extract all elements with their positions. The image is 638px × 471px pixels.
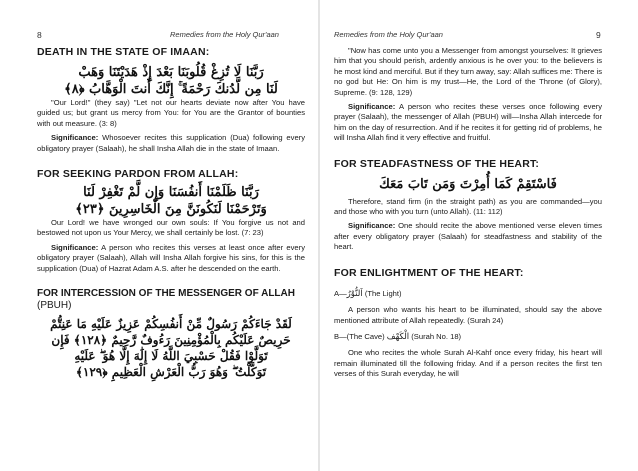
section-heading xyxy=(37,288,305,312)
item-a-title xyxy=(334,289,602,299)
item-b-text: One who recites the whole Surah Al-Kahf once every friday, his heart will remain illuminated till the following friday. And if a person recites the first ten verses of this Surah everyday, he will xyxy=(334,348,602,379)
section-heading: FOR SEEKING PARDON FROM ALLAH: xyxy=(37,168,239,181)
item-a-text: A person who wants his heart to be illuminated, should say the above mentioned attribute of Allah repeatedly. (Surah 24) xyxy=(334,305,602,325)
significance-paragraph xyxy=(37,243,305,274)
running-head: Remedies from the Holy Qur'aan xyxy=(170,30,279,39)
heading-suffix: (PBUH) xyxy=(37,300,72,312)
translation-text: "Our Lord!" (they say) "Let not our hearts deviate now after You have guided us; but grant us mercy from You: for You are the Grantor of bounties with out measure. (3: 8) xyxy=(37,98,305,128)
page-number: 9 xyxy=(596,30,601,40)
translation-text: Therefore, stand firm (in the straight path) as you are commanded—you and those who with you turn (unto Allah). (11: 112) xyxy=(334,196,602,217)
left-content xyxy=(37,46,305,380)
section-heading: FOR ENLIGHTMENT OF THE HEART: xyxy=(334,266,524,279)
left-page xyxy=(0,0,318,471)
arabic-verse: لَنَا مِن لَّدُنكَ رَحْمَةً ۚ إِنَّكَ أَنتَ الْوَهَّابُ ﴿٨﴾ xyxy=(64,82,278,97)
arabic-verse: رَبَّنَا ظَلَمْنَا أَنفُسَنَا وَإِن لَّمْ تَغْفِرْ لَنَا xyxy=(83,185,259,201)
arabic-verse: رَبَّنَا لَا تُزِغْ قُلُوبَنَا بَعْدَ إِذْ هَدَيْتَنَا وَهَبْ xyxy=(78,65,264,80)
section-heading: FOR STEADFASTNESS OF THE HEART: xyxy=(334,157,540,170)
significance-text: A person who recites this verses at least once after every obligatory prayer (Salaah), Allah will Insha Allah forgive his sins, for this is the supplication (Dua) of Hazrat Adam A.S. after he descended on the earth. xyxy=(37,242,305,273)
section-heading: DEATH IN THE STATE OF IMAAN: xyxy=(37,46,210,58)
arabic-verse: تَوَكَّلْتُ ۖ وَهُوَ رَبُّ الْعَرْشِ الْعَظِيمِ ﴿١٢٩﴾ xyxy=(75,365,267,380)
significance-text: A person who recites these verses once following every prayer (Salaah), the messenger of Allah (PBUH) will—Insha Allah intercede for him on the day of resurrection. And if he recites it for getting rid of problems, he will Insha Allah find it very effective and fruitful. xyxy=(334,102,602,143)
significance-text: Whosoever recites this supplication (Dua) following every obligatory prayer (Salaah), he shall Insha Allah die in the state of Imaan. xyxy=(37,133,305,153)
significance-label: Significance: xyxy=(51,242,99,252)
significance-label: Significance: xyxy=(348,102,396,112)
item-prefix: A— xyxy=(334,288,347,298)
translation-text: "Now has come unto you a Messenger from amongst yourselves: It grieves him that you should perish, ardently anxious is he over you: to the believers is he most kind and merciful. But if they turn away, say: Allah suffices me: There is no god but He: On him is my trust—He, the Lord of the Throne (of Glory), Supreme. (9: 128, 129) xyxy=(334,46,602,97)
heading-text: FOR INTERCESSION OF THE MESSENGER OF ALLAH xyxy=(37,288,295,300)
significance-text: One should recite the above mentioned verse eleven times after every obligatory prayer (Salaah) for steadfastness and stability of the heart. xyxy=(334,221,602,252)
arabic-verse: تَوَلَّوْا فَقُلْ حَسْبِيَ اللَّهُ لَا إِلَٰهَ إِلَّا هُوَ ۖ عَلَيْهِ xyxy=(74,349,268,364)
item-label: (The Light) xyxy=(364,288,402,298)
significance-paragraph xyxy=(334,221,602,252)
significance-label: Significance: xyxy=(348,221,396,231)
item-suffix: (Surah No. 18) xyxy=(411,331,462,341)
right-page xyxy=(320,0,638,471)
significance-paragraph xyxy=(37,133,305,154)
translation-text: Our Lord! we have wronged our own souls: If You forgive us not and bestowed not upon us Your Mercy, we shall certainly be lost. (7: 23) xyxy=(37,218,305,238)
item-prefix: B— xyxy=(334,331,347,341)
significance-label: Significance: xyxy=(51,133,99,143)
item-b-title xyxy=(334,332,602,342)
arabic-verse: فَاسْتَقِمْ كَمَا أُمِرْتَ وَمَن تَابَ مَعَكَ xyxy=(379,176,557,192)
right-content xyxy=(334,46,602,380)
arabic-word: الْكَهْف xyxy=(386,331,410,342)
arabic-verse: حَرِيصٌ عَلَيْكُم بِالْمُؤْمِنِينَ رَءُوفٌ رَّحِيمٌ ﴿١٢٨﴾ فَإِن xyxy=(51,333,291,348)
arabic-verse: لَقَدْ جَاءَكُمْ رَسُولٌ مِّنْ أَنفُسِكُمْ عَزِيزٌ عَلَيْهِ مَا عَنِتُّمْ xyxy=(50,317,292,332)
arabic-verse: وَتَرْحَمْنَا لَنَكُونَنَّ مِنَ الْخَاسِرِينَ ﴿٢٣﴾ xyxy=(75,202,267,218)
page-number: 8 xyxy=(37,30,42,40)
significance-paragraph xyxy=(334,102,602,144)
running-head: Remedies from the Holy Qur'aan xyxy=(334,30,443,39)
arabic-word: اَلنُّوْرُ xyxy=(346,288,363,299)
item-label: (The Cave) xyxy=(346,331,385,341)
